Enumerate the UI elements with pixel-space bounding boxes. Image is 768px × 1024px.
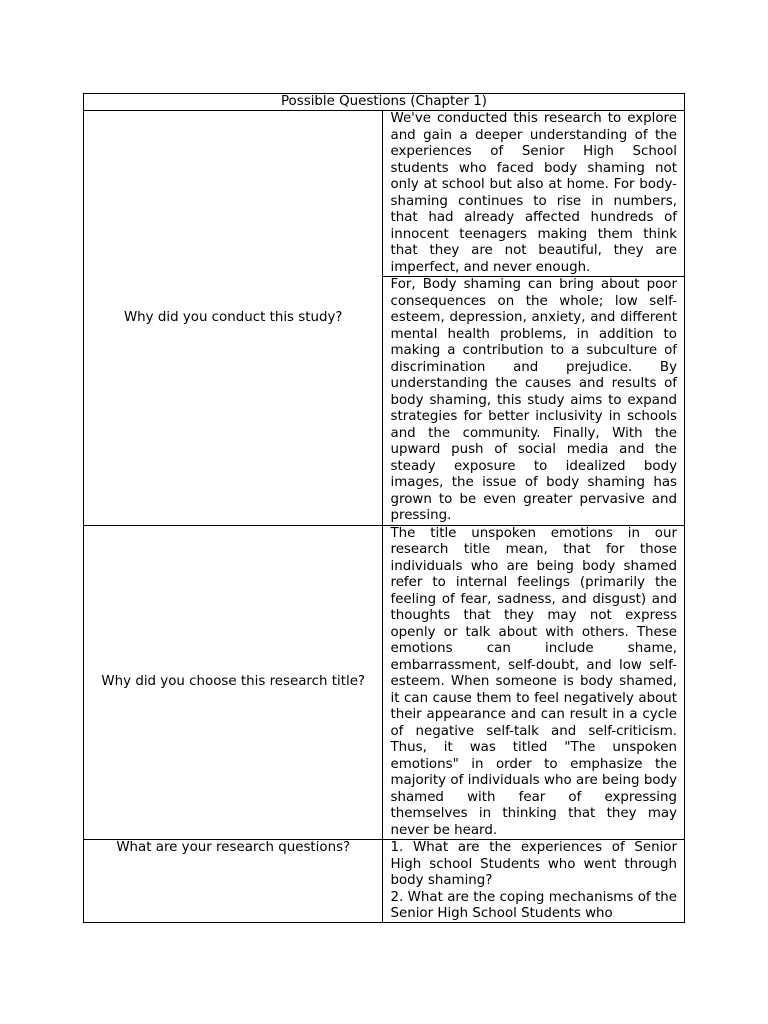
answer-cell [383,840,685,923]
answer-text: 2. What are the coping mechanisms of the Senior High School Students who [390,889,677,921]
table-row [84,525,685,840]
answer-text: We've conducted this research to explore and gain a deeper understanding of the experiences of Senior High School students who faced body shaming not only at school but also at home. For body-shaming continues to rise in numbers, that had already affected hundreds of innocent teenagers making them think that they are not beautiful, they are imperfect, and never enough. [390,111,677,275]
answer-clip [390,840,677,922]
table-row [84,111,685,277]
question-cell: Why did you choose this research title? [84,525,383,840]
table-row [84,840,685,923]
question-cell: What are your research questions? [84,840,383,923]
answer-cell [383,111,685,277]
answer-text: For, Body shaming can bring about poor consequences on the whole; low self-esteem, depression, anxiety, and different mental health problems, in addition to making a contribution to a subculture of discrimination and prejudice. By understanding the causes and results of body shaming, this study aims to expand strategies for better inclusivity in schools and the community. Finally, With the upward push of social media and the steady exposure to idealized body images, the issue of body shaming has grown to be even greater pervasive and pressing. [390,277,677,523]
table-header-row [84,94,685,111]
possible-questions-table [83,93,685,923]
answer-text: The title unspoken emotions in our research title mean, that for those individuals who are being body shamed refer to internal feelings (primarily the feeling of fear, sadness, and disgust) and thoughts that they may not express openly or talk about with others. These emotions can include shame, embarrassment, self-doubt, and low self-esteem. When someone is body shamed, it can cause them to feel negatively about their appearance and can result in a cycle of negative self-talk and self-criticism. Thus, it was titled "The unspoken emotions" in order to emphasize the majority of individuals who are being body shamed with fear of expressing themselves in thinking that they may never be heard. [390,525,677,838]
table-title: Possible Questions (Chapter 1) [84,94,685,111]
answer-cell [383,525,685,840]
question-cell: Why did you conduct this study? [84,111,383,526]
answer-cell [383,277,685,526]
answer-text: 1. What are the experiences of Senior High school Students who went through body shaming? [390,840,677,888]
